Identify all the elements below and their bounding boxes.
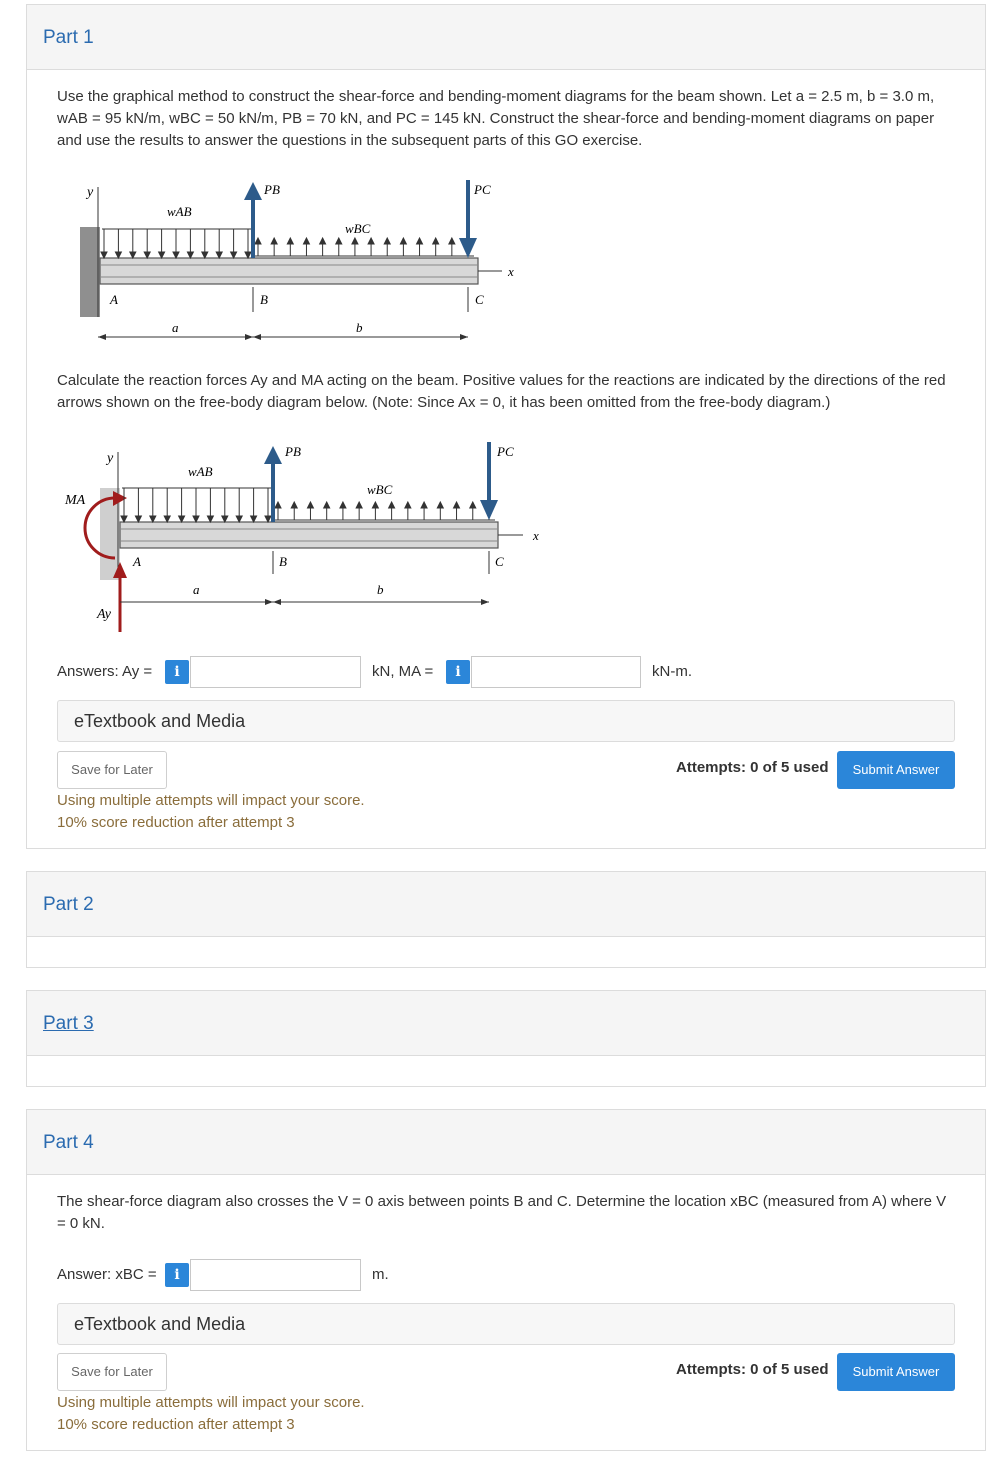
etextbook-media-panel[interactable]: eTextbook and Media	[57, 700, 955, 742]
ay-label: Ay	[97, 607, 111, 622]
fbd-point-c: C	[495, 554, 504, 569]
point-b-label: B	[260, 292, 268, 307]
reaction-instructions: Calculate the reaction forces Ay and MA acting on the beam. Positive values for the reactions are indicated by the directions of the red arrows shown on the free-body diagram below. (Note: Since Ax = 0, it has been omitted from the free-body diagram.)	[57, 372, 946, 411]
xbc-unit: m.	[372, 1266, 389, 1283]
fbd-point-b: B	[279, 554, 287, 569]
problem-statement: Use the graphical method to construct the shear-force and bending-moment diagrams for the beam shown. Let a = 2.5 m, b = 3.0 m, wAB = 95 kN/m, wBC = 50 kN/m, PB = 70 kN, and PC = 145 kN. Construct the shear-force and bending-moment diagrams on paper and use the results to answer the questions in the subsequent parts of this GO exercise.	[57, 88, 935, 149]
part4-attempts-warning: Using multiple attempts will impact your score.	[57, 1394, 365, 1411]
ma-input[interactable]	[471, 656, 641, 688]
y-label: y	[87, 185, 94, 200]
part-2-title: Part 2	[43, 894, 94, 915]
xbc-input[interactable]	[190, 1259, 361, 1291]
part-4-problem: The shear-force diagram also crosses the V = 0 axis between points B and C. Determine the location xBC (measured from A) where V = 0 kN.	[57, 1193, 947, 1232]
x-label: x	[508, 264, 514, 279]
fbd-point-a: A	[133, 554, 141, 569]
part4-etextbook-media-panel[interactable]: eTextbook and Media	[57, 1303, 955, 1345]
part-4-title: Part 4	[43, 1132, 94, 1153]
xbc-info-icon[interactable]: i	[165, 1263, 189, 1287]
save-for-later-button[interactable]: Save for Later	[57, 751, 167, 789]
ay-input[interactable]	[190, 656, 361, 688]
point-a-label: A	[110, 292, 118, 307]
fixed-wall	[80, 227, 100, 317]
part4-score-reduction-note: 10% score reduction after attempt 3	[57, 1416, 295, 1433]
dim-a-label: a	[172, 320, 179, 335]
part4-submit-answer-button[interactable]: Submit Answer	[837, 1353, 955, 1391]
ma-info-icon[interactable]: i	[446, 660, 470, 684]
score-reduction-note: 10% score reduction after attempt 3	[57, 814, 295, 831]
ay-info-icon[interactable]: i	[165, 660, 189, 684]
unit-knm-label: kN-m.	[652, 663, 692, 680]
pc-label: PC	[474, 182, 491, 197]
fbd-y-label: y	[107, 451, 114, 466]
part-2-panel	[26, 871, 986, 968]
ma-label: MA	[65, 493, 86, 508]
part-4-header[interactable]	[27, 1110, 985, 1175]
wbc-load	[254, 238, 474, 256]
point-c-label: C	[475, 292, 484, 307]
pb-arrow	[244, 182, 262, 258]
attempts-warning: Using multiple attempts will impact your score.	[57, 792, 365, 809]
attempts-counter: Attempts: 0 of 5 used	[676, 759, 829, 776]
answers-label: Answers: Ay =	[57, 663, 153, 680]
fbd-wab-label: wAB	[188, 464, 213, 479]
part-3-header[interactable]	[27, 991, 985, 1056]
free-body-diagram	[55, 436, 555, 636]
unit-kn-ma-label: kN, MA =	[372, 663, 434, 680]
fbd-wab-load	[121, 488, 272, 522]
fbd-dim-a: a	[193, 582, 200, 597]
dim-b-label: b	[356, 320, 363, 335]
fbd-dim-b: b	[377, 582, 384, 597]
wab-label: wAB	[167, 204, 192, 219]
part-1-title: Part 1	[43, 27, 94, 48]
fbd-pc-label: PC	[497, 444, 514, 459]
fbd-pc-arrow	[480, 442, 498, 520]
fbd-x-label: x	[533, 528, 539, 543]
part-3-panel	[26, 990, 986, 1087]
part-1-header[interactable]	[27, 5, 985, 70]
wab-load	[101, 229, 252, 258]
fbd-wbc-label: wBC	[367, 482, 393, 497]
pb-label: PB	[264, 182, 280, 197]
submit-answer-button[interactable]: Submit Answer	[837, 751, 955, 789]
wbc-label: wBC	[345, 221, 371, 236]
fbd-beam	[120, 522, 498, 548]
part-3-title-link[interactable]: Part 3	[43, 1013, 94, 1034]
part4-attempts-counter: Attempts: 0 of 5 used	[676, 1361, 829, 1378]
xbc-answer-label: Answer: xBC =	[57, 1266, 157, 1283]
fbd-pb-arrow	[264, 446, 282, 522]
beam-figure	[70, 172, 550, 352]
beam	[100, 258, 478, 284]
fbd-pb-label: PB	[285, 444, 301, 459]
part-2-header[interactable]	[27, 872, 985, 937]
fbd-wbc-load	[274, 502, 495, 520]
part4-save-for-later-button[interactable]: Save for Later	[57, 1353, 167, 1391]
